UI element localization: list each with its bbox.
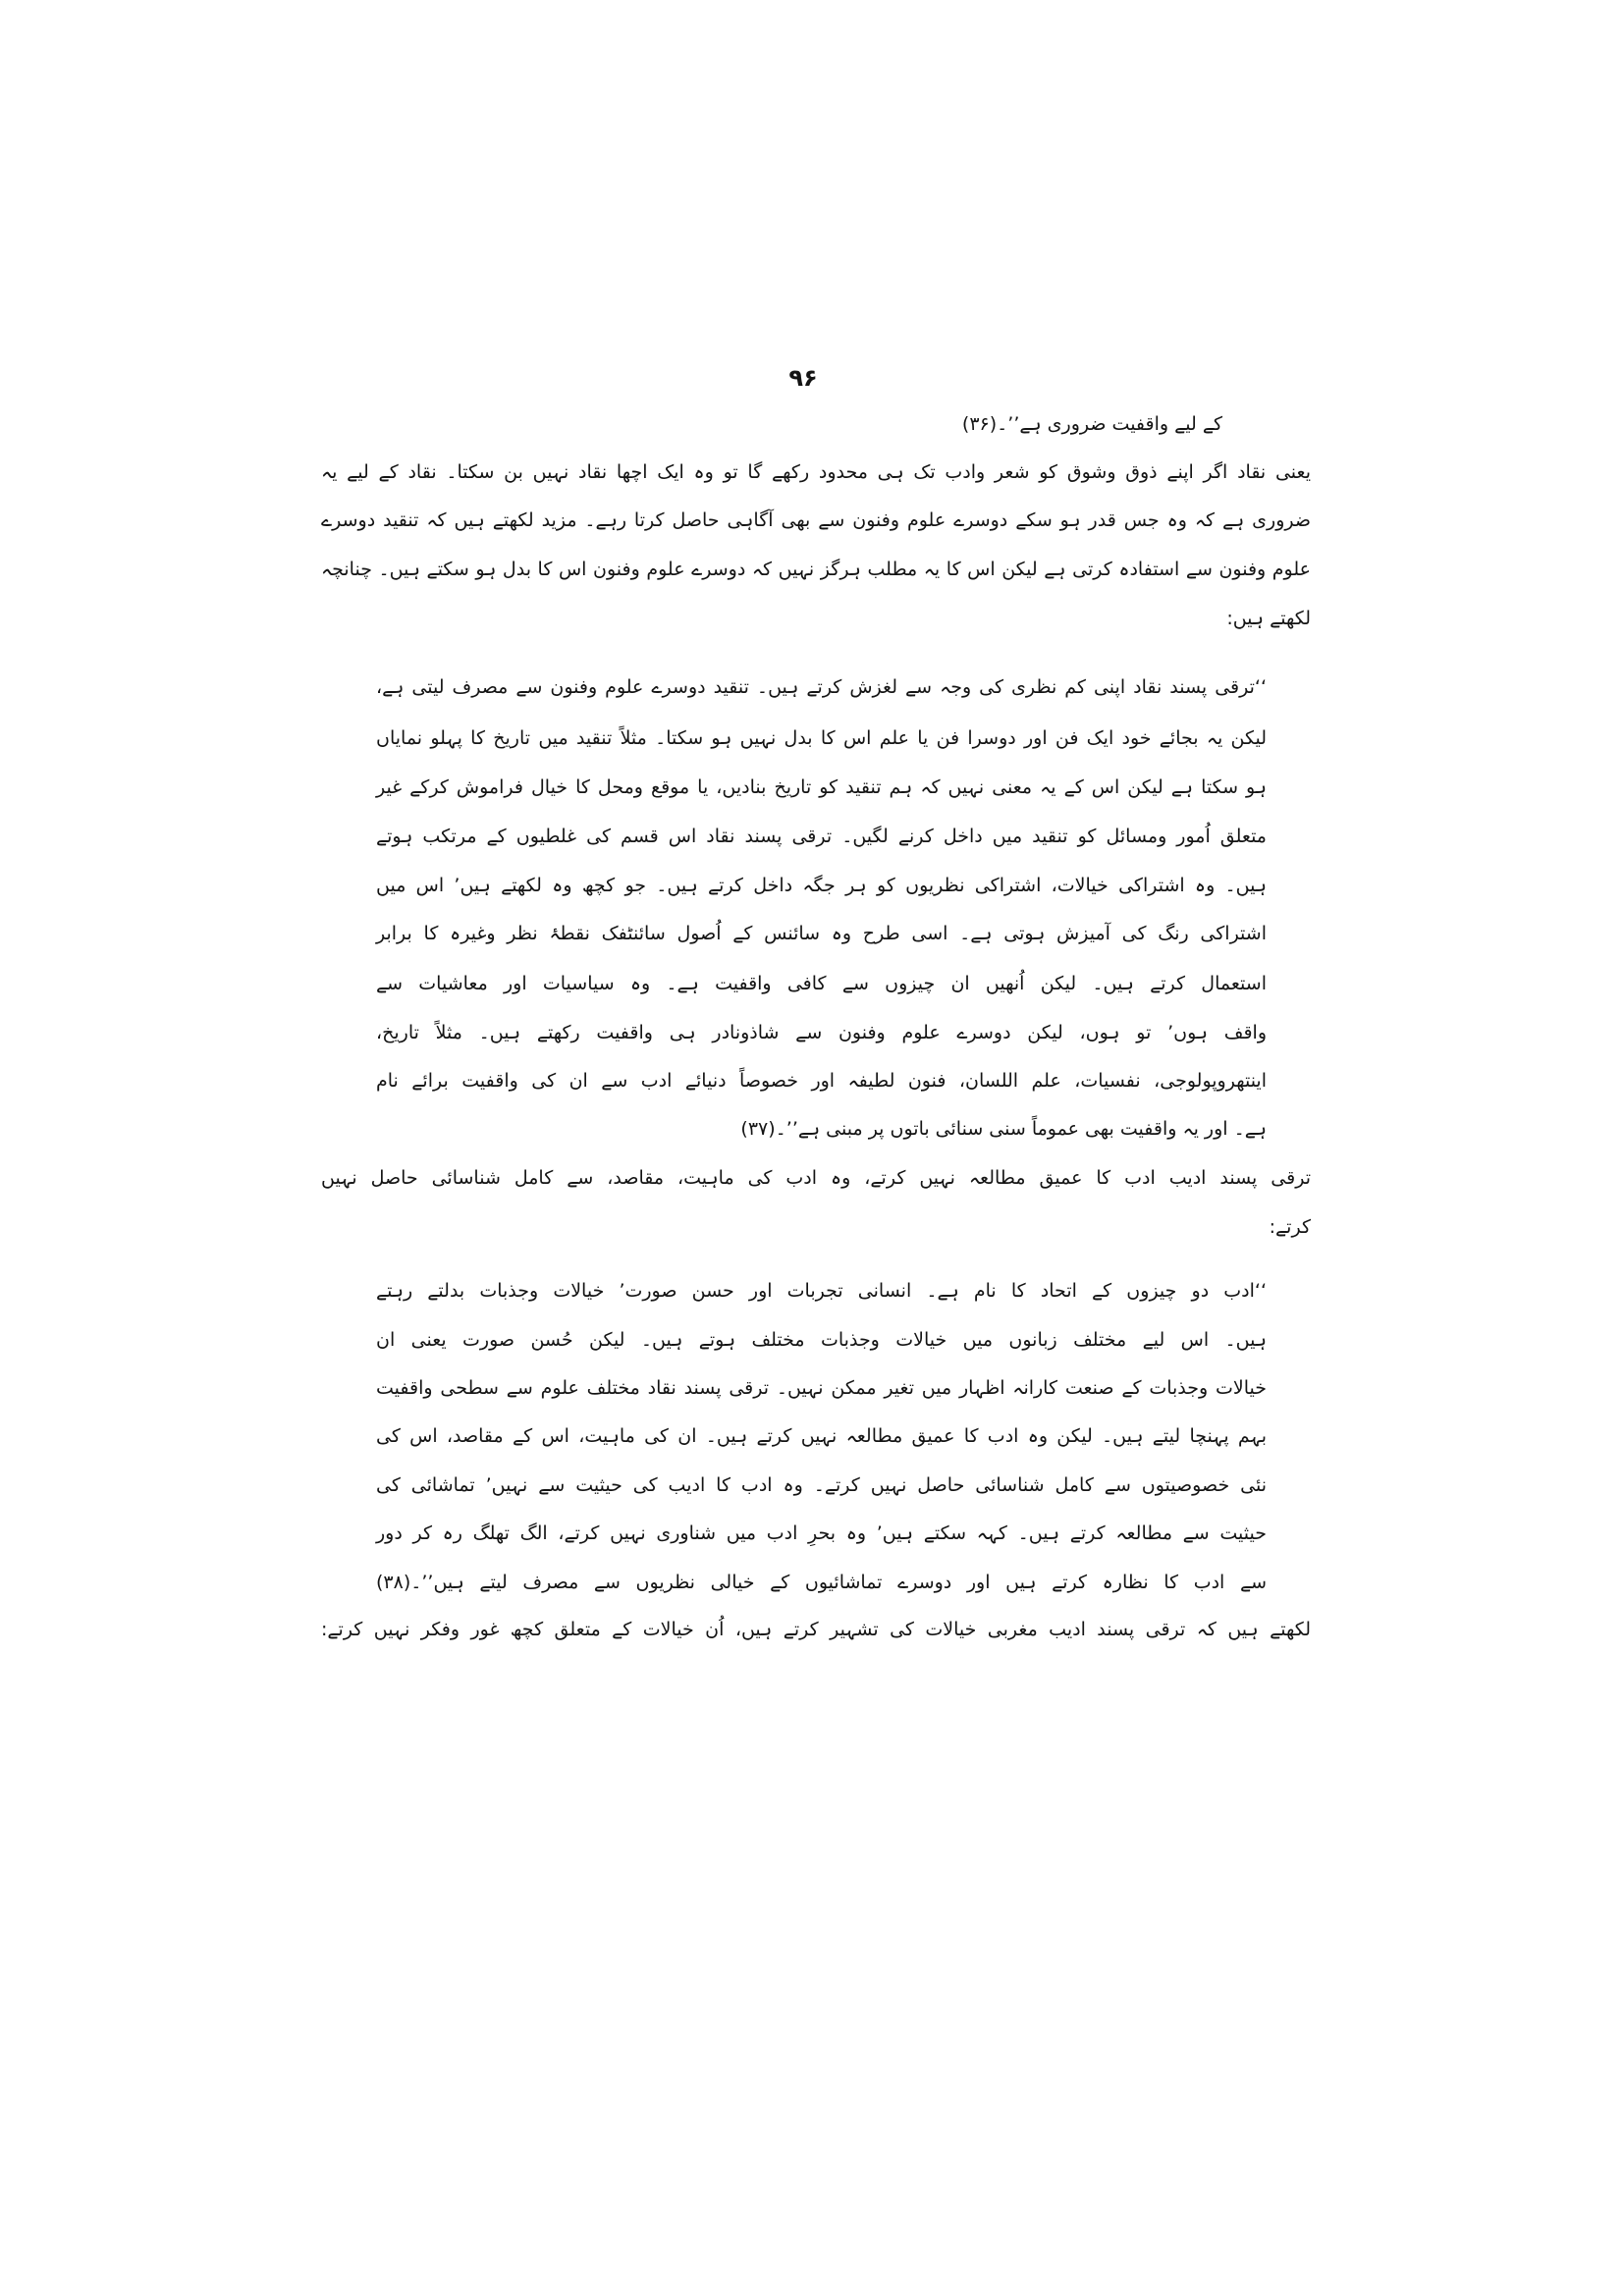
block-quote-1-line: متعلق اُمور ومسائل کو تنقید میں داخل کرنے لگیں۔ ترقی پسند نقاد اس قسم کی غلطیوں کے مرتکب ہوتے	[376, 826, 1267, 847]
block-quote-1-line: ہے۔ اور یہ واقفیت بھی عموماً سنی سنائی باتوں پر مبنی ہے’’۔(۳۷)	[740, 1118, 1267, 1140]
paragraph-1-line: یعنی نقاد اگر اپنے ذوق وشوق کو شعر وادب تک ہی محدود رکھے گا تو وہ ایک اچھا نقاد نہیں بن سکتا۔ نقاد کے لیے یہ	[321, 461, 1311, 483]
block-quote-1-line: واقف ہوں’ تو ہوں، لیکن دوسرے علوم وفنون سے شاذونادر ہی واقفیت رکھتے ہیں۔ مثلاً تاریخ،	[376, 1022, 1267, 1043]
block-quote-2-line: حیثیت سے مطالعہ کرتے ہیں۔ کہہ سکتے ہیں’ وہ بحرِ ادب میں شناوری نہیں کرتے، الگ تھلگ رہ کر دور	[376, 1522, 1267, 1544]
block-quote-2-line: خیالات وجذبات کے صنعت کارانہ اظہار میں تغیر ممکن نہیں۔ ترقی پسند نقاد مختلف علوم سے سطحی واقفیت	[376, 1377, 1267, 1399]
block-quote-2-line: نئی خصوصیتوں سے کامل شناسائی حاصل نہیں کرتے۔ وہ ادب کا ادیب کی حیثیت سے نہیں’ تماشائی کی	[376, 1474, 1267, 1496]
paragraph-1-line: ضروری ہے کہ وہ جس قدر ہو سکے دوسرے علوم وفنون سے بھی آگاہی حاصل کرتا رہے۔ مزید لکھتے ہیں کہ تنقید دوسرے	[321, 509, 1311, 531]
paragraph-3-line: لکھتے ہیں کہ ترقی پسند ادیب مغربی خیالات کی تشہیر کرتے ہیں، اُن خیالات کے متعلق کچھ غور وفکر نہیں کرتے:	[321, 1619, 1311, 1640]
block-quote-1-line: اینتھروپولوجی، نفسیات، علم اللسان، فنون لطیفہ اور خصوصاً دنیائے ادب سے ان کی واقفیت برائے نام	[376, 1070, 1267, 1092]
block-quote-1-line: ہو سکتا ہے لیکن اس کے یہ معنی نہیں کہ ہم تنقید کو تاریخ بنادیں، یا موقع ومحل کا خیال فراموش کرکے غیر	[376, 776, 1267, 798]
block-quote-2-line: سے ادب کا نظارہ کرتے ہیں اور دوسرے تماشائیوں کے خیالی نظریوں سے مصرف لیتے ہیں’’۔(۳۸)	[376, 1572, 1267, 1593]
paragraph-2-line: کرتے:	[1269, 1216, 1311, 1238]
block-quote-2-line: بہم پہنچا لیتے ہیں۔ لیکن وہ ادب کا عمیق مطالعہ نہیں کرتے ہیں۔ ان کی ماہیت، اس کے مقاصد، اس کی	[376, 1425, 1267, 1447]
page-number: ۹۶	[788, 364, 818, 392]
block-quote-1-line: اشتراکی رنگ کی آمیزش ہوتی ہے۔ اسی طرح وہ سائنس کے اُصول سائنٹفک نقطۂ نظر وغیرہ کا برابر	[376, 923, 1267, 944]
paragraph-1-line: لکھتے ہیں:	[1226, 608, 1311, 629]
block-quote-1-line: ہیں۔ وہ اشتراکی خیالات، اشتراکی نظریوں کو ہر جگہ داخل کرتے ہیں۔ جو کچھ وہ لکھتے ہیں’ اس میں	[376, 875, 1267, 896]
paragraph-1-line: علوم وفنون سے استفادہ کرتی ہے لیکن اس کا یہ مطلب ہرگز نہیں کہ دوسرے علوم وفنون اس کا بدل ہو سکتے ہیں۔ چنانچہ	[321, 559, 1311, 580]
paragraph-2-line: ترقی پسند ادیب ادب کا عمیق مطالعہ نہیں کرتے، وہ ادب کی ماہیت، مقاصد، سے کامل شناسائی حاصل نہیں	[321, 1167, 1311, 1189]
block-quote-1-line: لیکن یہ بجائے خود ایک فن اور دوسرا فن یا علم اس کا بدل نہیں ہو سکتا۔ مثلاً تنقید میں تاریخ کا پہلو نمایاں	[376, 727, 1267, 749]
block-quote-2-line: ‘‘ادب دو چیزوں کے اتحاد کا نام ہے۔ انسانی تجربات اور حسن صورت’ خیالات وجذبات بدلتے رہتے	[376, 1280, 1267, 1302]
quote-continuation-line: کے لیے واقفیت ضروری ہے’’۔(۳۶)	[961, 413, 1222, 435]
block-quote-1-line: ‘‘ترقی پسند نقاد اپنی کم نظری کی وجہ سے لغزش کرتے ہیں۔ تنقید دوسرے علوم وفنون سے مصرف لیتی ہے،	[376, 676, 1267, 698]
block-quote-2-line: ہیں۔ اس لیے مختلف زبانوں میں خیالات وجذبات مختلف ہوتے ہیں۔ لیکن حُسن صورت یعنی ان	[376, 1329, 1267, 1351]
block-quote-1-line: استعمال کرتے ہیں۔ لیکن اُنھیں ان چیزوں سے کافی واقفیت ہے۔ وہ سیاسیات اور معاشیات سے	[376, 973, 1267, 994]
